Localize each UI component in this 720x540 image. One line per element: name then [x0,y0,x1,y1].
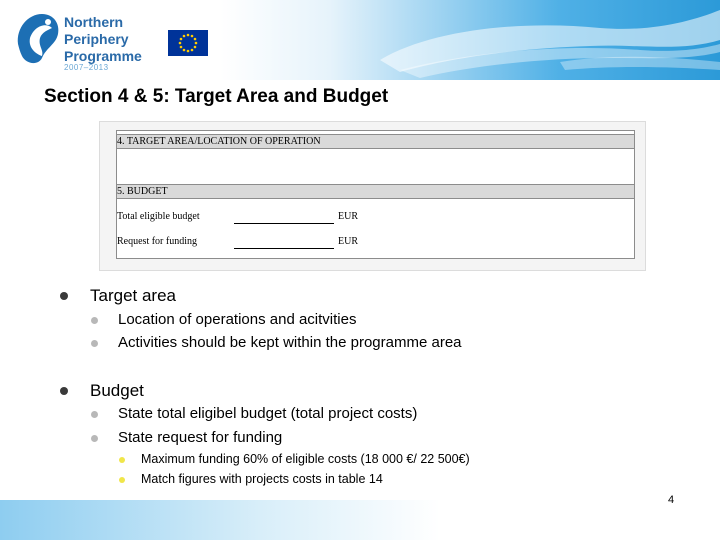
bullet-target-area: Target area [90,286,176,305]
logo-text: Northern Periphery Programme [64,14,142,64]
logo-years: 2007–2013 [64,63,109,72]
eu-flag-icon [168,30,208,56]
section4-header [117,134,634,149]
bullet-dot [91,317,98,324]
form-row-label: Total eligible budget [117,211,200,222]
header-banner [0,0,720,80]
section4-header-text: 4. TARGET AREA/LOCATION OF OPERATION [117,136,321,147]
list-item: State request for funding [118,429,283,446]
form-row-label: Request for funding [117,236,197,247]
bullet-dot [119,457,125,463]
form-row-currency: EUR [338,236,358,247]
section5-header [117,184,634,199]
bullet-dot [60,387,68,395]
form-row-currency: EUR [338,211,358,222]
section5-header-text: 5. BUDGET [117,186,168,197]
bullet-dot [91,411,98,418]
slide-title: Section 4 & 5: Target Area and Budget [44,86,389,107]
bullet-dot [119,477,125,483]
page-number: 4 [668,494,675,506]
form-row-total-budget [117,211,634,227]
bullet-dot [91,435,98,442]
list-subitem: Match figures with projects costs in table 14 [141,472,383,486]
list-subitem: Maximum funding 60% of eligible costs (18 000 €/ 22 500€) [141,452,470,466]
form-excerpt [99,121,646,271]
form-row-request-funding [117,236,634,252]
list-item: Location of operations and acitvities [118,311,357,328]
programme-logo-icon [12,8,62,68]
bullet-dot [60,292,68,300]
form-row-blank-line [234,248,334,249]
form-excerpt-inner [116,130,635,259]
list-item: State total eligibel budget (total project costs) [118,405,418,422]
list-item: Activities should be kept within the programme area [118,334,462,351]
bullet-dot [91,340,98,347]
footer-band [0,500,720,540]
form-row-blank-line [234,223,334,224]
bullet-budget: Budget [90,381,144,400]
